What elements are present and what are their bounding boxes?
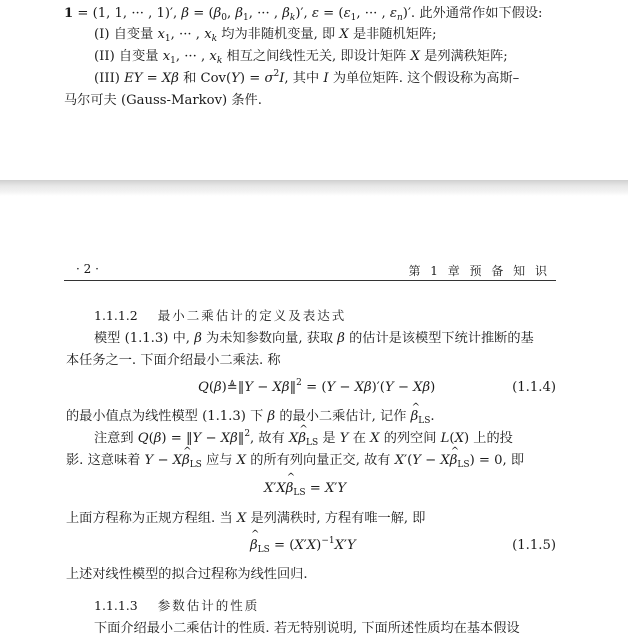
text: 注意到	[94, 431, 134, 446]
text: 在	[352, 431, 366, 446]
text: 是列满秩时, 方程有唯一解, 即	[250, 511, 426, 526]
assumption-label: (II)	[94, 49, 115, 64]
equation-number: (1.1.5)	[512, 538, 556, 553]
assumption-text: 均为非随机变量, 即	[221, 27, 336, 42]
text: 影. 这意味着	[66, 453, 141, 468]
text-line-vectors: 1 = (1, 1, ··· , 1)′, $\beta = (\beta_0$, $\beta_1$, ··· , $\beta_k)'$, $\varepsilon = (\varepsilon_1$, ··· , $\varepsilon_n)'$. 此外通常作如下假设:	[64, 6, 543, 23]
text: , 故有	[250, 431, 285, 446]
section-heading-1	[94, 306, 346, 324]
text: 上面方程称为正规方程组. 当	[66, 511, 233, 526]
assumption-text: 相互之间线性无关, 即设计矩阵	[226, 49, 407, 64]
assumption-text: 和	[183, 71, 197, 86]
equation-1-1-5: ^ $\beta_{LS} = (X'X)^{-1}X'Y$	[250, 538, 356, 553]
assumption-3-continuation: 马尔可夫 (Gauss-Markov) 条件.	[64, 93, 262, 108]
section-number: 1.1.1.2	[94, 308, 138, 323]
text: 的最小值点为线性模型 (1.1.3) 下	[66, 409, 264, 424]
section-number: 1.1.1.3	[94, 598, 138, 613]
previous-page	[0, 0, 628, 180]
assumption-text: , 其中	[284, 71, 320, 86]
paragraph-3-line-1: 注意到 Q(β) = ‖Y − Xβ‖$^2$, 故有 X^ $\beta_{LS}$ 是 Y 在 X 的列空间 L(X) 上的投	[94, 430, 513, 448]
page-separator	[0, 180, 628, 196]
assumption-label: (I)	[94, 27, 110, 42]
equation-number: (1.1.4)	[512, 380, 556, 395]
section-title: 参数估计的性质	[157, 598, 260, 613]
paragraph-3-line-2: 影. 这意味着 Y − X^ $\beta_{LS}$ 应与 X 的所有列向量正交, 故有 X′(Y − X^ $\beta_{LS}) = 0$, 即	[66, 452, 524, 470]
text: 为未知参数向量, 获取	[206, 331, 334, 346]
page-number: · 2 ·	[76, 262, 99, 276]
assumption-3: (III) EY = Xβ 和 $Cov(Y) = \sigma^2I$, 其中 I 为单位矩阵. 这个假设称为高斯–	[94, 69, 520, 86]
paragraph-6: 下面介绍最小二乘估计的性质. 若无特别说明, 下面所述性质均在基本假设	[94, 621, 520, 636]
running-head	[64, 260, 556, 281]
text-line-tail: 此外通常作如下假设:	[419, 6, 543, 21]
text: 是	[322, 431, 336, 446]
assumption-label: (III)	[94, 71, 120, 86]
assumption-text: 是列满秩矩阵;	[424, 49, 508, 64]
text: 的列空间	[383, 431, 437, 446]
assumption-text: 为单位矩阵. 这个假设称为高斯–	[332, 71, 520, 86]
current-page	[0, 196, 628, 638]
assumption-1: (I) 自变量 $x_1$, ··· , $x_k$ 均为非随机变量, 即 X 是非随机矩阵;	[94, 27, 437, 44]
text: 上的投	[473, 431, 513, 446]
paragraph-2: 的最小值点为线性模型 (1.1.3) 下 β 的最小二乘估计, 记作 ^ $\beta_{LS}$.	[66, 408, 435, 426]
assumption-text: 自变量	[118, 49, 159, 64]
section-heading-2	[94, 596, 259, 614]
equation-1-1-4: Q(β)≜‖Y − Xβ‖$^2$ = (Y − Xβ)′(Y − Xβ)	[198, 378, 436, 395]
text: 的估计是该模型下统计推断的基	[349, 331, 534, 346]
assumption-text: 是非随机矩阵;	[352, 27, 437, 42]
text: , 即	[502, 453, 525, 468]
paragraph-4: 上面方程称为正规方程组. 当 X 是列满秩时, 方程有唯一解, 即	[66, 511, 426, 526]
text: 模型 (1.1.3) 中,	[94, 331, 190, 346]
text: 的最小二乘估计, 记作	[279, 409, 407, 424]
chapter-title: 第 1 章 预 备 知 识	[408, 264, 550, 278]
section-title: 最小二乘估计的定义及表达式	[157, 308, 347, 323]
assumption-text: 自变量	[113, 27, 154, 42]
paragraph-1-line-2: 本任务之一. 下面介绍最小二乘法. 称	[66, 353, 281, 368]
normal-equation: X′X^ $\beta_{LS} = X'Y$	[264, 481, 346, 496]
paragraph-1-line-1: 模型 (1.1.3) 中, β 为未知参数向量, 获取 β 的估计是该模型下统计推断的基	[94, 331, 534, 346]
paragraph-5: 上述对线性模型的拟合过程称为线性回归.	[66, 567, 308, 582]
assumption-2: (II) 自变量 $x_1$, ··· , $x_k$ 相互之间线性无关, 即设计矩阵 X 是列满秩矩阵;	[94, 49, 508, 66]
text: 应与	[206, 453, 233, 468]
text: 的所有列向量正交, 故有	[250, 453, 391, 468]
